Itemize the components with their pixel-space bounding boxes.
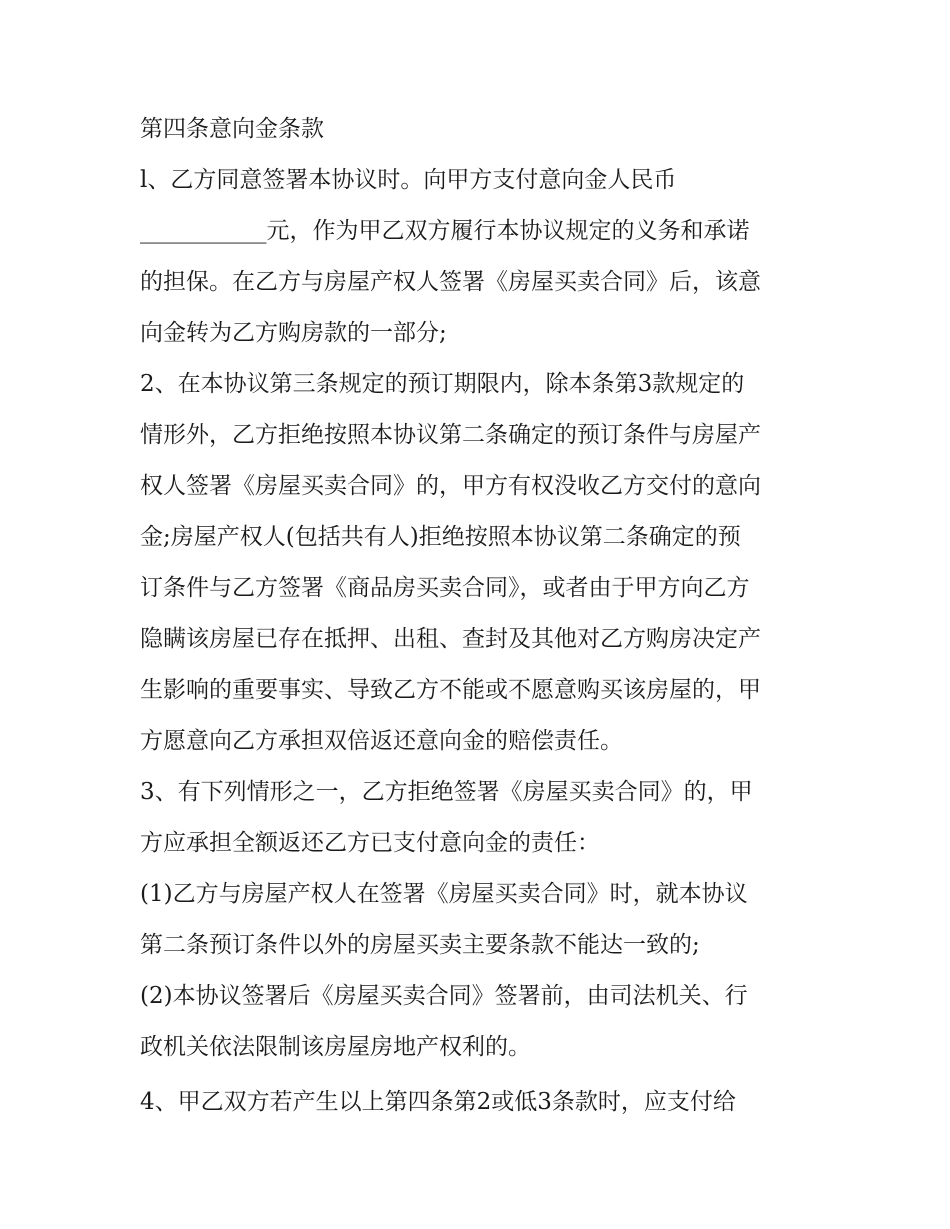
clause-3-item-1-line-1: (1)乙方与房屋产权人在签署《房屋买卖合同》时，就本协议 [140,881,748,907]
clause-1-line-2: ___________元，作为甲乙双方履行本协议规定的义务和承诺 [140,218,750,244]
clause-1-line-4: 向金转为乙方购房款的一部分; [140,320,447,346]
clause-2-line-6: 隐瞒该房屋已存在抵押、出租、查封及其他对乙方购房决定产 [140,626,761,652]
clause-2-line-8: 方愿意向乙方承担双倍返还意向金的赔偿责任。 [140,728,623,754]
clause-2-line-3: 权人签署《房屋买卖合同》的，甲方有权没收乙方交付的意向 [140,473,761,499]
clause-2-line-5: 订条件与乙方签署《商品房买卖合同》，或者由于甲方向乙方 [140,575,750,601]
clause-3-line-1: 3、有下列情形之一，乙方拒绝签署《房屋买卖合同》的，甲 [140,779,753,805]
clause-2-line-2: 情形外，乙方拒绝按照本协议第二条确定的预订条件与房屋产 [140,422,761,448]
clause-3-item-1-line-2: 第二条预订条件以外的房屋买卖主要条款不能达一致的; [140,932,700,958]
clause-1-line-3: 的担保。在乙方与房屋产权人签署《房屋买卖合同》后，该意 [140,269,761,295]
clause-4-line-1: 4、甲乙双方若产生以上第四条第2或低3条款时，应支付给 [140,1089,736,1115]
section-heading: 第四条意向金条款 [140,116,324,142]
clause-2-line-7: 生影响的重要事实、导致乙方不能或不愿意购买该房屋的，甲 [140,677,761,703]
clause-2-line-4: 金;房屋产权人(包括共有人)拒绝按照本协议第二条确定的预 [140,524,741,550]
clause-2-line-1: 2、在本协议第三条规定的预订期限内，除本条第3款规定的 [140,371,745,397]
document-body [140,109,820,1133]
clause-3-item-2-line-2: 政机关依法限制该房屋房地产权利的。 [140,1034,531,1060]
clause-1-line-1: l、乙方同意签署本协议时。向甲方支付意向金人民币 [140,167,677,193]
clause-3-line-2: 方应承担全额返还乙方已支付意向金的责任： [140,830,600,856]
clause-3-item-2-line-1: (2)本协议签署后《房屋买卖合同》签署前，由司法机关、行 [140,983,748,1009]
